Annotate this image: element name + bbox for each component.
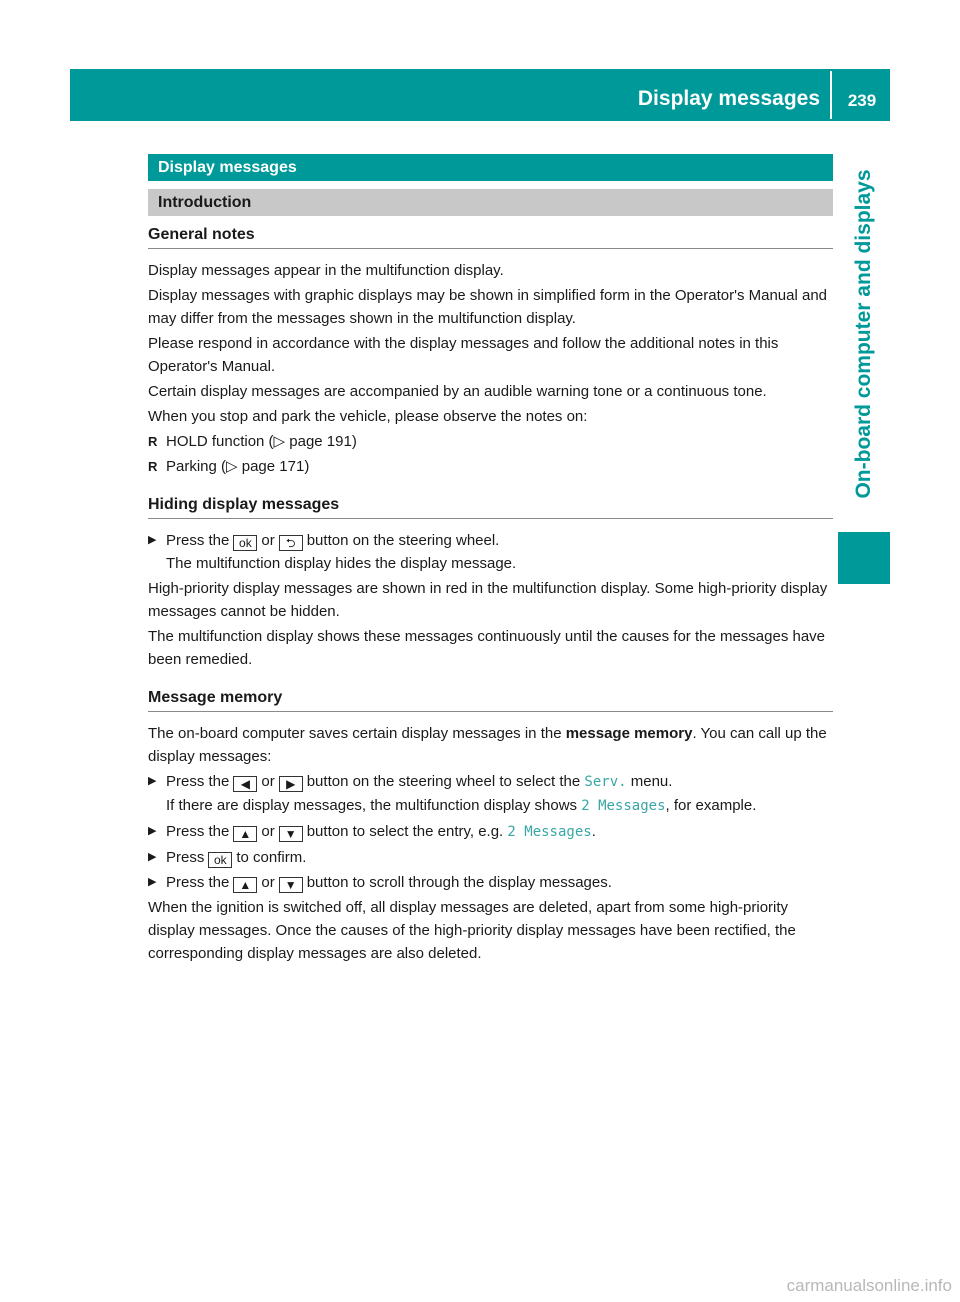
step-text: button to scroll through the display messages.	[306, 874, 612, 891]
general-notes-paragraph: Certain display messages are accompanied by an audible warning tone or a continuous tone.	[148, 383, 767, 400]
step-text: .	[591, 823, 596, 840]
bullet-icon: R	[148, 459, 158, 474]
page-ref-icon: ▷	[226, 458, 238, 475]
general-notes-paragraph: Please respond in accordance with the display messages and follow the additional notes in this Operator's Manual.	[148, 335, 779, 375]
left-button-icon: ◀	[233, 776, 257, 792]
list-item	[148, 455, 833, 478]
side-tab-marker	[838, 532, 890, 584]
down-button-icon: ▼	[279, 877, 303, 893]
header-separator	[830, 71, 832, 119]
down-button-icon: ▼	[279, 826, 303, 842]
memory-intro-text: The on-board computer saves certain display messages in the	[148, 725, 566, 742]
instruction-step	[148, 846, 833, 869]
step-text: button on the steering wheel to select the	[306, 773, 581, 790]
memory-closing-paragraph: When the ignition is switched off, all display messages are deleted, apart from some high-priority display messages. Once the causes of the high-priority display messages have been rectified, the corresponding display messages are also deleted.	[148, 899, 796, 962]
display-text-messages: 2 Messages	[507, 824, 592, 840]
memory-intro	[148, 722, 833, 768]
side-tab	[838, 121, 890, 547]
step-arrow-icon: ▶	[148, 825, 157, 837]
step-text: button on the steering wheel.	[306, 532, 500, 549]
bullet-icon: R	[148, 434, 158, 449]
instruction-step	[148, 529, 833, 575]
page-ref-icon: ▷	[273, 433, 286, 450]
step-text: Press	[166, 849, 205, 866]
step-text: menu.	[630, 773, 673, 790]
page-reference-link[interactable]: page 171	[241, 458, 305, 475]
step-text: Press the	[166, 823, 230, 840]
display-text-serv: Serv.	[584, 774, 627, 790]
step-arrow-icon: ▶	[148, 775, 157, 787]
header-title: Display messages	[637, 87, 820, 110]
step-text: or	[261, 773, 275, 790]
subsection-title: Introduction	[148, 189, 833, 216]
instruction-step	[148, 871, 833, 894]
step-result: The multifunction display hides the display message.	[166, 555, 517, 572]
general-notes-paragraph: Display messages with graphic displays may be shown in simplified form in the Operator's Manual and may differ from the messages shown in the multifunction display.	[148, 287, 828, 327]
display-text-messages: 2 Messages	[581, 798, 666, 814]
memory-intro-bold: message memory	[565, 725, 693, 742]
page-content	[148, 154, 833, 967]
back-button-icon: ⮌	[279, 535, 303, 551]
step-text: or	[261, 823, 275, 840]
list-item-text: HOLD function (	[166, 433, 274, 450]
step-arrow-icon: ▶	[148, 851, 157, 863]
right-button-icon: ▶	[279, 776, 303, 792]
list-item	[148, 430, 833, 453]
memory-heading: Message memory	[148, 689, 833, 712]
watermark: carmanualsonline.info	[786, 1276, 952, 1295]
page-number: 239	[847, 91, 877, 110]
step-text: button to select the entry, e.g.	[306, 823, 504, 840]
general-notes-paragraph: When you stop and park the vehicle, please observe the notes on:	[148, 408, 588, 425]
instruction-step	[148, 820, 833, 844]
section-title: Display messages	[148, 154, 833, 181]
up-button-icon: ▲	[233, 826, 257, 842]
up-button-icon: ▲	[233, 877, 257, 893]
hiding-paragraph: High-priority display messages are shown in red in the multifunction display. Some high-priority display messages cannot be hidden.	[148, 580, 828, 620]
step-arrow-icon: ▶	[148, 876, 157, 888]
step-result: If there are display messages, the multifunction display shows	[166, 797, 578, 814]
step-text: Press the	[166, 874, 230, 891]
general-notes-heading: General notes	[148, 226, 833, 249]
step-text: Press the	[166, 532, 230, 549]
memory-intro-text: . You can call up the display messages:	[148, 725, 827, 765]
hiding-heading: Hiding display messages	[148, 496, 833, 519]
instruction-step	[148, 770, 833, 818]
step-text: or	[261, 532, 275, 549]
ok-button-icon: ok	[208, 852, 232, 868]
side-tab-label: On-board computer and displays	[852, 169, 875, 499]
list-item-close: )	[351, 433, 357, 450]
step-text: Press the	[166, 773, 230, 790]
general-notes-paragraph: Display messages appear in the multifunction display.	[148, 262, 504, 279]
header-bar	[70, 69, 890, 121]
step-text: or	[261, 874, 275, 891]
step-arrow-icon: ▶	[148, 534, 157, 546]
list-item-close: )	[304, 458, 310, 475]
list-item-text: Parking (	[166, 458, 227, 475]
page-reference-link[interactable]: page 191	[289, 433, 352, 450]
step-text: to confirm.	[236, 849, 307, 866]
step-result: , for example.	[665, 797, 757, 814]
ok-button-icon: ok	[233, 535, 257, 551]
hiding-paragraph: The multifunction display shows these messages continuously until the causes for the messages have been remedied.	[148, 628, 826, 668]
